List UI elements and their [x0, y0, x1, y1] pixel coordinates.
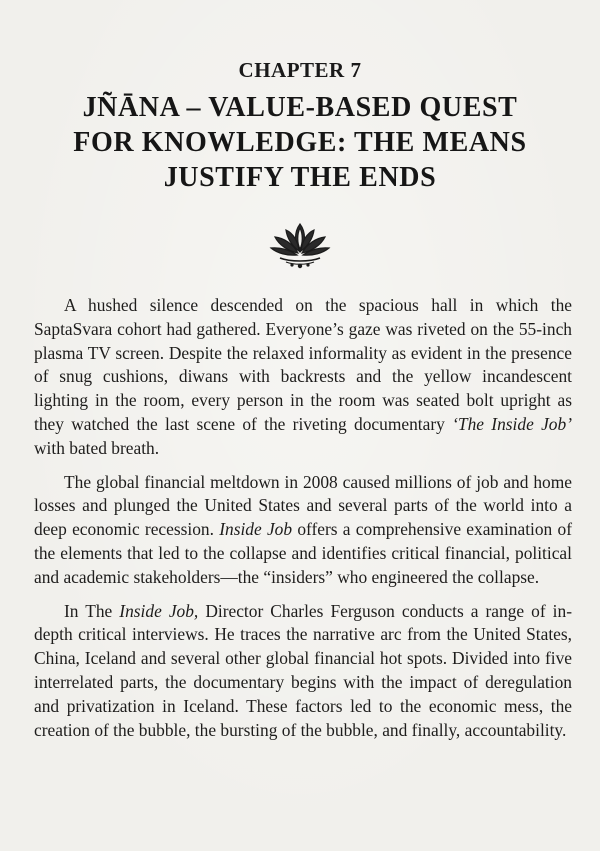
film-title-italic: ‘The Inside Job’	[452, 413, 572, 434]
chapter-label: CHAPTER 7	[238, 58, 362, 82]
text-segment: The global financial meltdown in 2008 caused millions of job and home losses and plunged the United States and several parts of the world into a deep economic recession.	[34, 471, 572, 540]
text-segment: offers a comprehensive examination of the elements that led to the collapse and identifies critical financial, political and academic stakeholders—the “insiders” who engineered the collapse.	[34, 519, 572, 587]
text-segment: Director Charles Ferguson conducts a range of in-depth critical interviews. He traces the narrative arc from the United States, China, Iceland and several other global financial hot spots. Divided into five interrelated parts, the documentary begins with the impact of deregulation and privatization in Iceland. These factors led to the economic mess, the creation of the bubble, the bursting of the bubble, and finally, accountability.	[34, 600, 572, 740]
paragraph	[34, 294, 572, 461]
paragraph	[34, 600, 572, 743]
chapter-title: JÑĀNA – VALUE-BASED QUEST FOR KNOWLEDGE: THE MEANS JUSTIFY THE ENDS	[73, 92, 527, 193]
film-title-italic: Inside Job,	[119, 600, 199, 621]
text-segment: In The	[64, 600, 120, 621]
text-segment: A hushed silence descended on the spacious hall in which the SaptaSvara cohort had gathered. Everyone’s gaze was riveted on the 55-inch plasma TV screen. Despite the relaxed informality as evident in the presence of snug cushions, diwans with backrests and the yellow incandescent lighting in the room, every person in the room was seated bolt upright as they watched the last scene of the riveting documentary	[34, 295, 572, 434]
paragraph	[34, 471, 572, 590]
lotus-icon	[268, 218, 332, 270]
text-segment: with bated breath.	[34, 437, 160, 458]
chapter-body	[34, 294, 572, 752]
film-title-italic: Inside Job	[219, 519, 293, 540]
